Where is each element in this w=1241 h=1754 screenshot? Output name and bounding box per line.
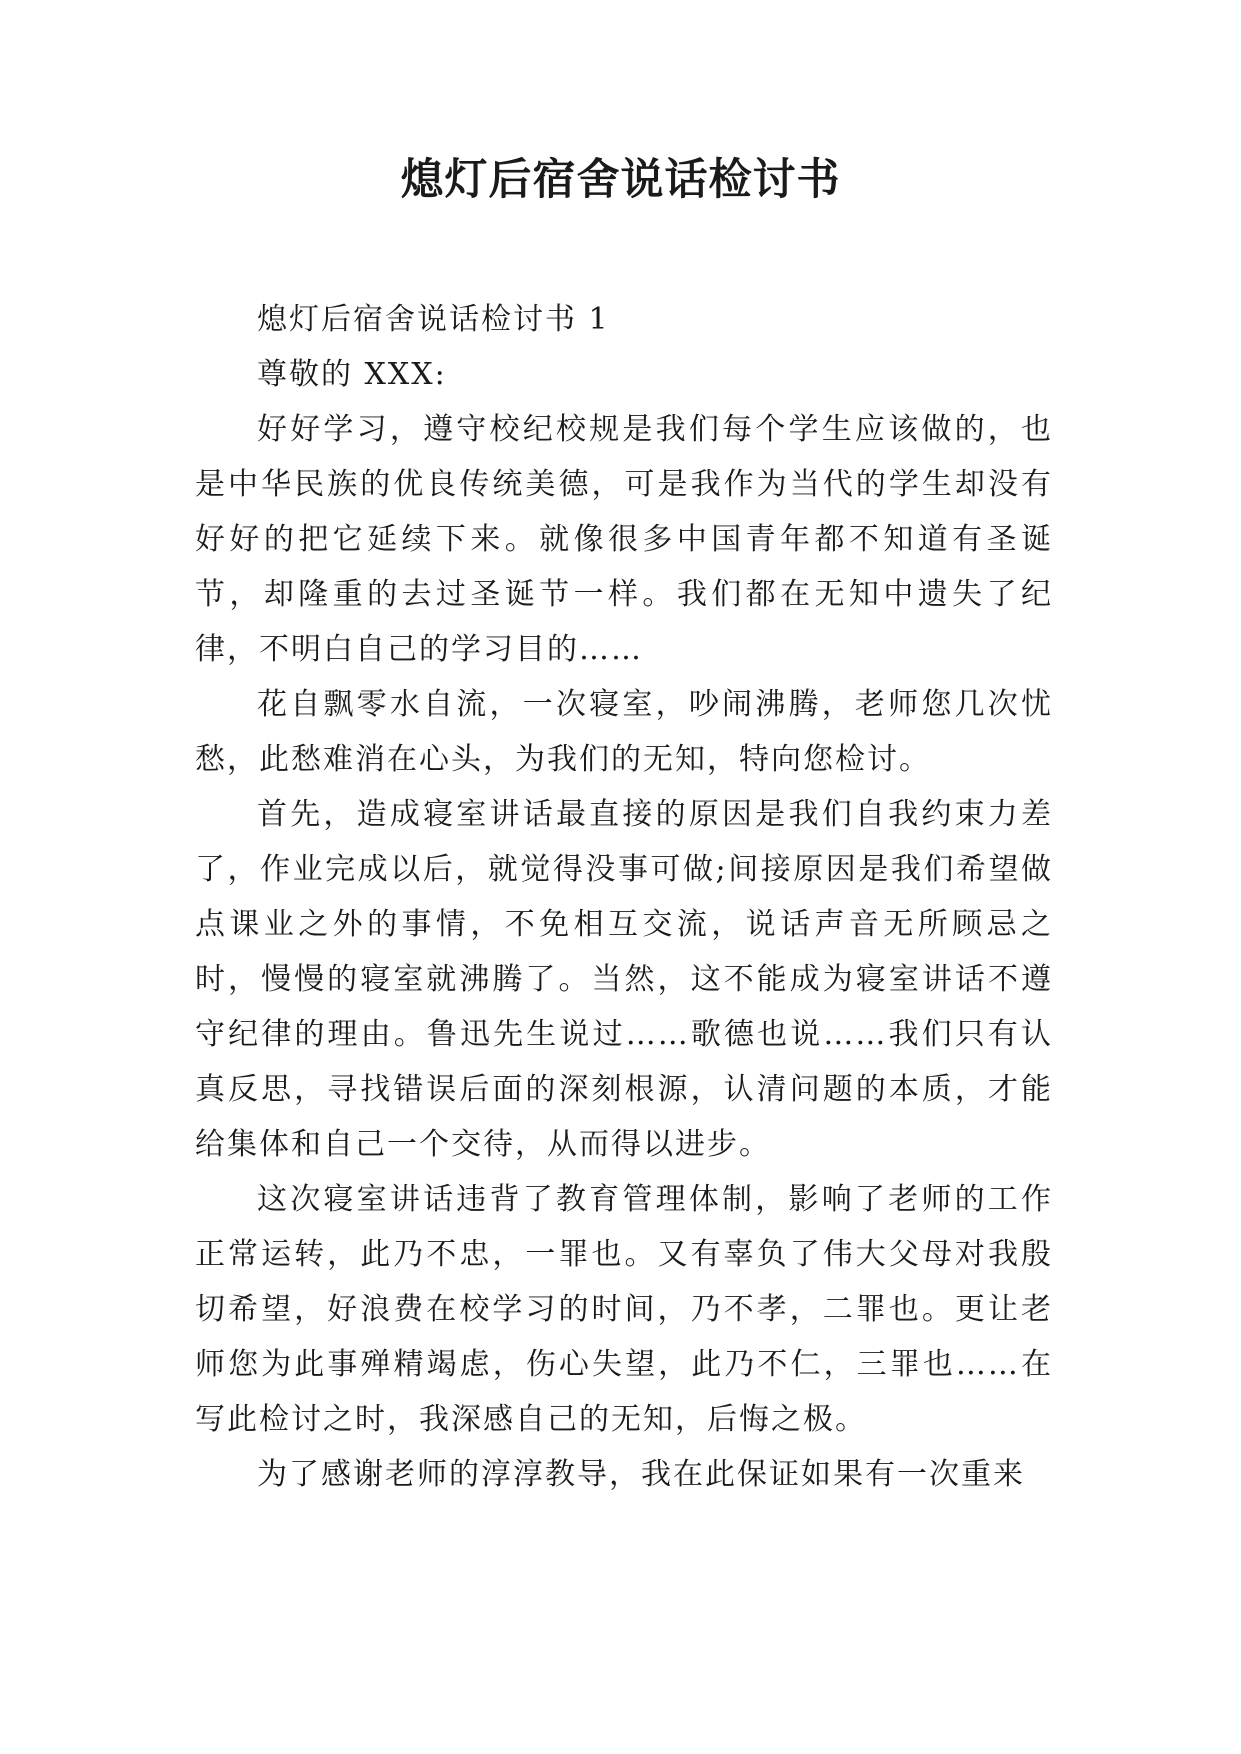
paragraph-3: 首先，造成寝室讲话最直接的原因是我们自我约束力差了，作业完成以后，就觉得没事可做;间接原因是我们希望做点课业之外的事情，不免相互交流，说话声音无所顾忌之时，慢慢的寝室就沸腾了。当然，这不能成为寝室讲话不遵守纪律的理由。鲁迅先生说过……歌德也说……我们只有认真反思，寻找错误后面的深刻根源，认清问题的本质，才能给集体和自己一个交待，从而得以进步。 — [195, 797, 1053, 1162]
paragraph-5: 为了感谢老师的淳淳教导，我在此保证如果有一次重来 — [257, 1457, 1025, 1492]
paragraph-4: 这次寝室讲话违背了教育管理体制，影响了老师的工作正常运转，此乃不忠，一罪也。又有辜负了伟大父母对我殷切希望，好浪费在校学习的时间，乃不孝，二罪也。更让老师您为此事殚精竭虑，伤心失望，此乃不仁，三罪也……在写此检讨之时，我深感自己的无知，后悔之极。 — [195, 1182, 1053, 1437]
paragraph-2: 花自飘零水自流，一次寝室，吵闹沸腾，老师您几次忧愁，此愁难消在心头，为我们的无知，特向您检讨。 — [195, 687, 1053, 777]
document-title: 熄灯后宿舍说话检讨书 — [400, 155, 841, 205]
section-heading: 熄灯后宿舍说话检讨书 1 — [257, 302, 610, 337]
document-body — [195, 292, 1053, 1502]
salutation: 尊敬的 XXX: — [257, 357, 447, 392]
paragraph-1: 好好学习，遵守校纪校规是我们每个学生应该做的，也是中华民族的优良传统美德，可是我作为当代的学生却没有好好的把它延续下来。就像很多中国青年都不知道有圣诞节，却隆重的去过圣诞节一样。我们都在无知中遗失了纪律，不明白自己的学习目的…… — [195, 412, 1053, 667]
